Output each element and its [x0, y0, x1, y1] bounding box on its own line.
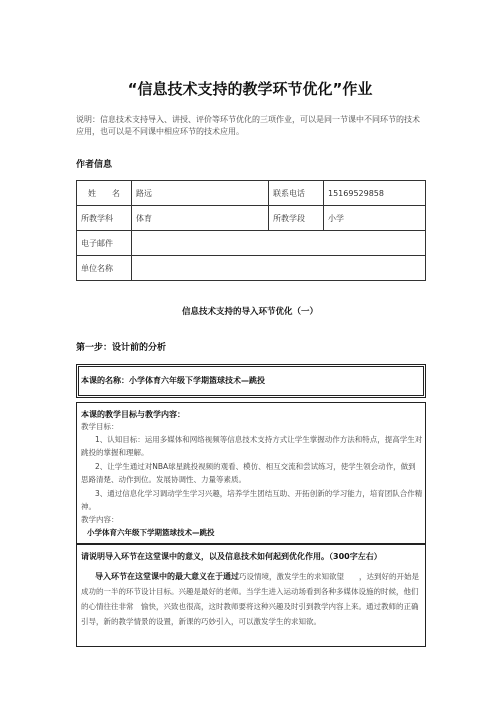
- subject-value: 体育: [132, 206, 269, 231]
- question-box: [76, 544, 426, 647]
- goal-2-text: 2、让学生通过对NBA球星跳投视频的观看、模仿、相互交流和尝试练习，使学生领会动作，做到思路清楚、动作到位。发展协调性、力量等素质。: [81, 462, 416, 484]
- answer-body: 巧设情境，激发学生的求知欲望 ，达到好的开始是成功的一半的环节设计目标。兴趣是最好的老师。当学生进入运动场看到各种多媒体设施的时候，他们的心情往往非常 愉快，兴致也很高，这时教师要将这种兴趣及时引到教学内容上来。通过教师的正确引导，新的教学情景的设置，新课的巧妙引入，可以激发学生的求知欲。: [81, 572, 419, 626]
- assignment-subtitle: 信息技术支持的导入环节优化（一）: [181, 307, 318, 317]
- table-row: [77, 256, 426, 281]
- name-value: 路远: [132, 181, 269, 206]
- goal-1-text: 1、认知目标：运用多媒体和网络视频等信息技术支持方式让学生掌握动作方法和特点，提高学生对跳投的掌握和理解。: [81, 435, 423, 457]
- content-value: 小学体育六年级下学期篮球技术—跳投: [87, 528, 215, 537]
- course-name-box: [76, 364, 426, 398]
- table-row: [77, 181, 426, 206]
- stage-label: 所教学段: [269, 206, 324, 231]
- name-label: 姓 名: [77, 181, 132, 206]
- step1-label: 第一步：设计前的分析: [76, 343, 167, 353]
- org-value: [132, 256, 426, 281]
- question-text: 请说明导入环节在这堂课中的意义，以及信息技术如何起到优化作用。（300字左右）: [81, 552, 382, 561]
- table-row: [77, 231, 426, 256]
- table-row: [77, 206, 426, 231]
- phone-value: 15169529858: [324, 181, 426, 206]
- org-label: 单位名称: [77, 256, 132, 281]
- course-name-text: 本课的名称：小学体育六年级下学期篮球技术—跳投: [81, 376, 265, 385]
- author-info-table: [76, 180, 426, 281]
- document-title: “信息技术支持的教学环节优化”作业: [127, 80, 373, 98]
- content-label: 教学内容：: [81, 515, 119, 524]
- subject-label: 所教学科: [77, 206, 132, 231]
- goals-box: [76, 402, 426, 544]
- goals-header: 本课的教学目标与教学内容：: [81, 410, 185, 419]
- phone-label: 联系电话: [269, 181, 324, 206]
- answer-lead: 导入环节在这堂课中的最大意义在于通过: [95, 572, 239, 581]
- answer-text: [81, 569, 425, 629]
- description-text: 说明：信息技术支持导入、讲授、评价等环节优化的三项作业，可以是同一节课中不同环节的技术应用，也可以是不同课中相应环节的技术应用。: [76, 115, 420, 136]
- goals-label: 教学目标：: [81, 422, 119, 431]
- email-value: [132, 231, 426, 256]
- goal-3-text: 3、通过信息化学习调动学生学习兴趣，培养学生团结互助、开拓创新的学习能力，培育团队合作精神。: [81, 489, 423, 511]
- author-section-label: 作者信息: [76, 160, 113, 170]
- stage-value: 小学: [324, 206, 426, 231]
- email-label: 电子邮件: [77, 231, 132, 256]
